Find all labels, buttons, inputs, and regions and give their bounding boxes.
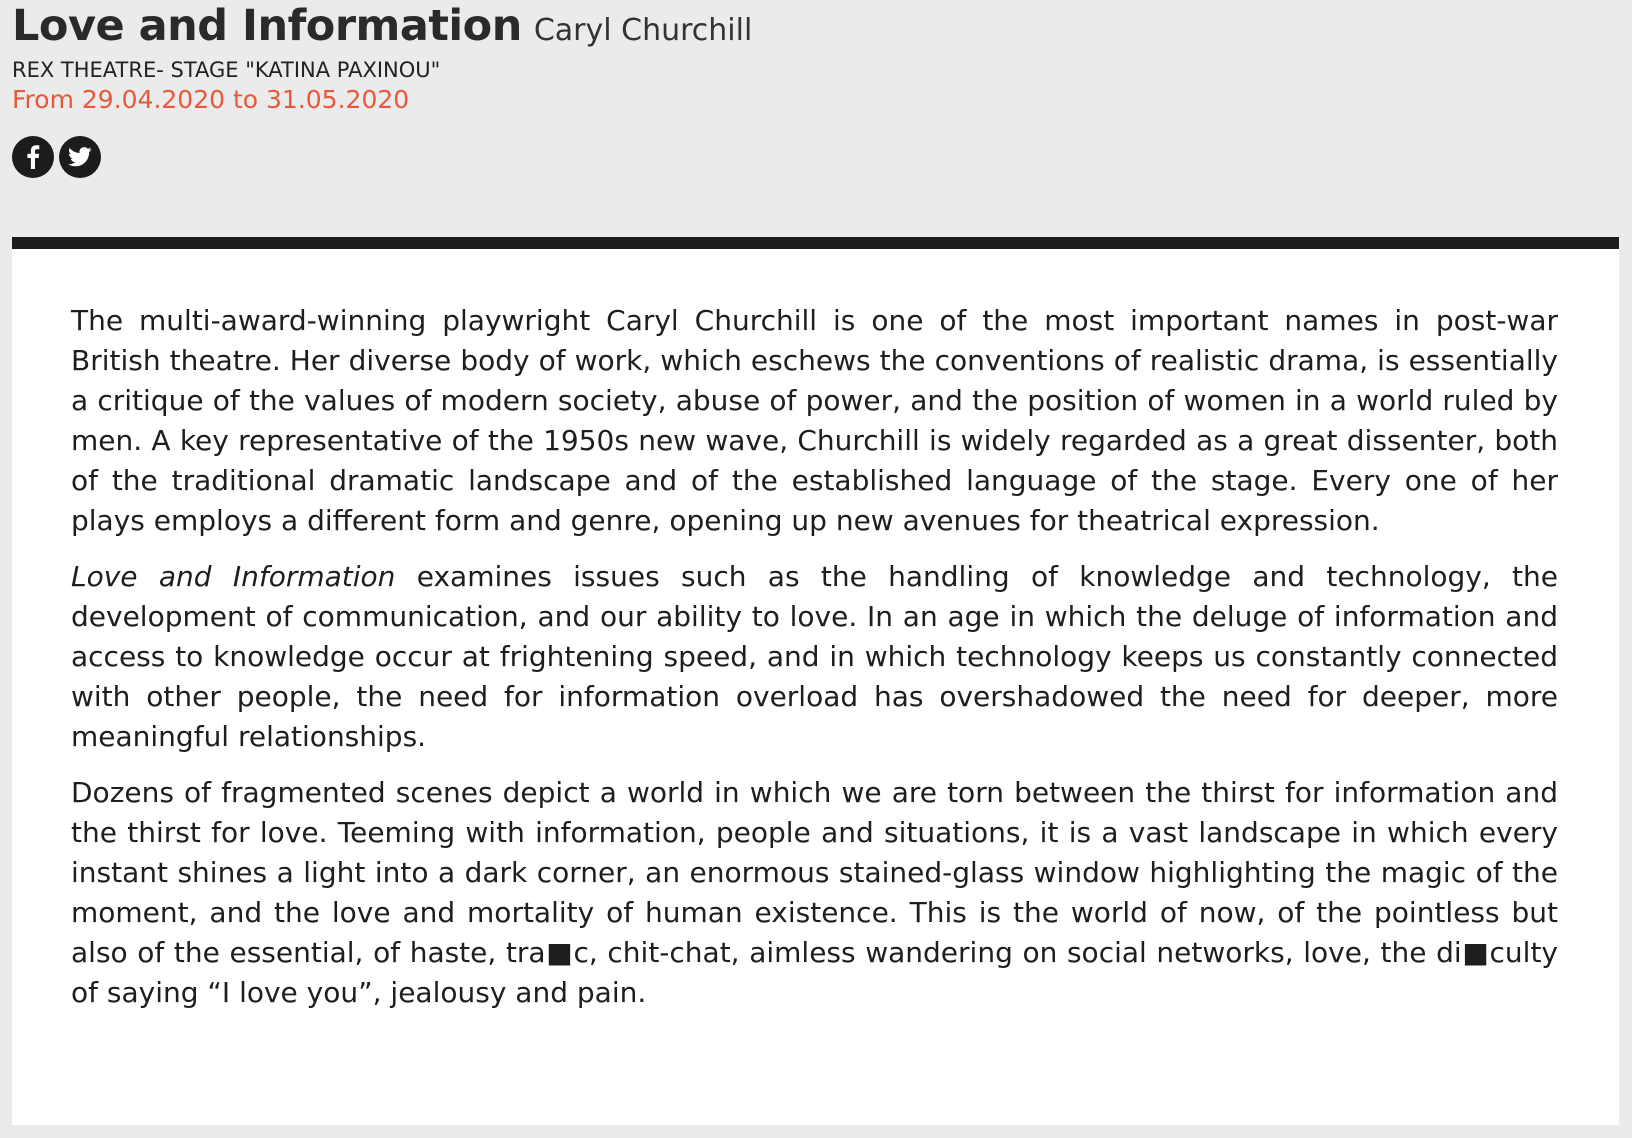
article-body [71,301,1558,1029]
article-paragraph-2 [71,557,1558,757]
social-share-bar [12,136,101,178]
facebook-share-button[interactable] [12,136,54,178]
article-paragraph-1: The multi-award-winning playwright Caryl Churchill is one of the most important names in post-war British theatre. Her diverse body of work, which eschews the conventions of realistic drama, is essentially a critique of the values of modern society, abuse of power, and the position of women in a world ruled by men. A key representative of the 1950s new wave, Churchill is widely regarded as a great dissenter, both of the traditional dramatic landscape and of the established language of the stage. Every one of her plays employs a different form and genre, opening up new avenues for theatrical expression. [71,304,1558,537]
twitter-icon [68,147,92,167]
header-divider [12,237,1619,249]
page-header [12,0,1616,114]
play-title-italic: Love and Information [71,560,396,593]
author-name: Caryl Churchill [533,13,753,48]
facebook-icon [26,145,40,169]
title-row [12,0,1616,56]
venue-label: REX THEATRE- STAGE "KATINA PAXINOU" [12,58,441,82]
content-panel [12,249,1619,1125]
article-paragraph-2-text: examines issues such as the handling of knowledge and technology, the development of communication, and our ability to love. In an age in which the deluge of information and access to knowledge occur at frightening speed, and in which technology keeps us constantly connected with other people, the need for information overload has overshadowed the need for deeper, more meaningful relationships. [71,560,1558,753]
date-range: From 29.04.2020 to 31.05.2020 [12,85,410,114]
article-paragraph-3: Dozens of fragmented scenes depict a world in which we are torn between the thirst for information and the thirst for love. Teeming with information, people and situations, it is a vast landscape in which every instant shines a light into a dark corner, an enormous stained-glass window highlighting the magic of the moment, and the love and mortality of human existence. This is the world of now, of the pointless but also of the essential, of haste, tra■c, chit-chat, aimless wandering on social networks, love, the di■culty of saying “I love you”, jealousy and pain. [71,776,1558,1009]
page-title: Love and Information [12,1,522,51]
twitter-share-button[interactable] [59,136,101,178]
